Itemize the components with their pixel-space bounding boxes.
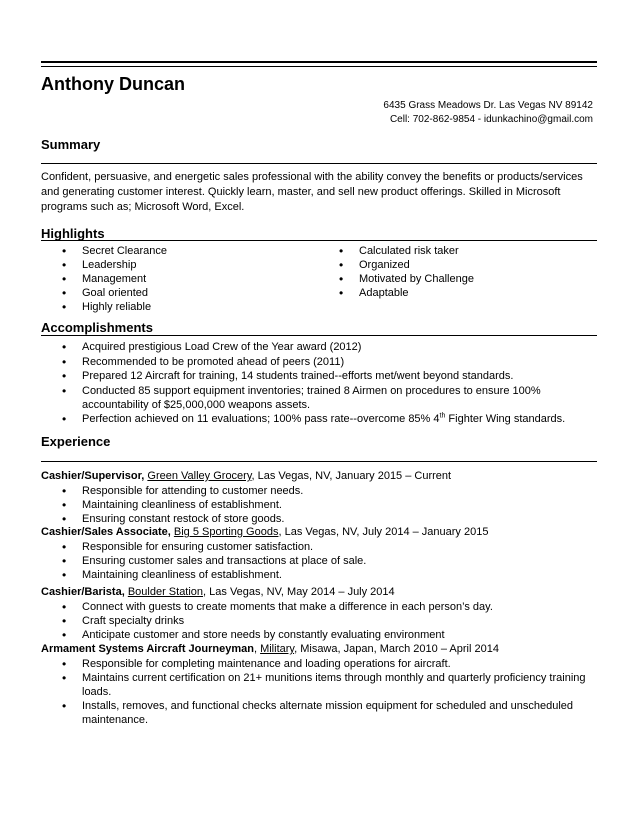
accomplishments-list-last xyxy=(56,412,596,427)
job-heading: Armament Systems Aircraft Journeyman, Military, Misawa, Japan, March 2010 – April 2014 xyxy=(41,643,499,655)
list-item: • Secret Clearance xyxy=(56,244,316,258)
highlights-rule xyxy=(41,240,597,241)
summary-line: programs such as; Microsoft Word, Excel. xyxy=(41,201,245,213)
list-item: • Goal oriented xyxy=(56,286,316,300)
list-item-text: Perfection achieved on 11 evaluations; 100% pass rate--overcome 85% 4 xyxy=(82,413,440,425)
list-item: • Ensuring customer sales and transactions at place of sale. xyxy=(56,554,596,568)
address-line: 6435 Grass Meadows Dr. Las Vegas NV 89142 xyxy=(383,100,593,111)
job-details: , Las Vegas, NV, January 2015 – Current xyxy=(251,470,452,482)
job-duties-cont xyxy=(56,699,596,713)
list-item: • Highly reliable xyxy=(56,300,316,314)
duty-continuation: maintenance. xyxy=(82,714,149,726)
contact-line: Cell: 702-862-9854 - idunkachino@gmail.com xyxy=(389,114,593,125)
summary-rule xyxy=(41,163,597,164)
list-item: • Craft specialty drinks xyxy=(56,614,596,628)
highlights-title: Highlights xyxy=(41,226,105,241)
accomplishments-rule xyxy=(41,335,597,336)
job-role: Armament Systems Aircraft Journeyman xyxy=(41,643,254,655)
job-duties xyxy=(56,600,596,642)
job-details: , Misawa, Japan, March 2010 – April 2014 xyxy=(294,643,499,655)
summary-line: and generating customer interest. Quickly learn, master, and sell new product offerings. Skilled in Microsoft xyxy=(41,186,561,198)
experience-title: Experience xyxy=(41,434,111,449)
job-duties xyxy=(56,484,596,526)
job-duties xyxy=(56,540,596,582)
list-item: • Responsible for completing maintenance and loading operations for aircraft. xyxy=(56,657,596,671)
list-item xyxy=(56,412,596,427)
candidate-name: Anthony Duncan xyxy=(41,74,185,94)
list-item: • Anticipate customer and store needs by constantly evaluating environment xyxy=(56,628,596,642)
list-item-text: Fighter Wing standards. xyxy=(445,413,566,425)
job-heading xyxy=(41,469,451,483)
experience-rule xyxy=(41,461,597,462)
list-item: • Organized xyxy=(333,258,593,272)
list-item: • Prepared 12 Aircraft for training, 14 students trained--efforts met/went beyond standards. xyxy=(56,369,596,384)
job-employer: Green Valley Grocery xyxy=(147,470,252,482)
summary-text xyxy=(41,170,597,215)
duty-continuation: loads. xyxy=(82,686,112,698)
highlights-left-list xyxy=(56,244,316,314)
list-item: • Adaptable xyxy=(333,286,593,300)
job-details: , Las Vegas, NV, July 2014 – January 2015 xyxy=(278,526,489,538)
list-item: • Ensuring constant restock of store goods. xyxy=(56,512,596,526)
summary-title: Summary xyxy=(41,137,101,152)
header-rule-thin xyxy=(41,66,597,67)
ordinal-suffix: th xyxy=(439,412,446,420)
list-item: • Leadership xyxy=(56,258,316,272)
list-item: • Maintaining cleanliness of establishment. xyxy=(56,498,596,512)
list-item: • Calculated risk taker xyxy=(333,244,593,258)
job-heading xyxy=(41,585,395,599)
highlights-right-list xyxy=(333,244,593,300)
accomplishment-continuation: accountability of $25,000,000 weapons assets. xyxy=(82,399,311,411)
job-details: , Las Vegas, NV, May 2014 – July 2014 xyxy=(203,586,395,598)
job-role: Cashier/Barista, xyxy=(41,586,125,598)
job-employer: Boulder Station xyxy=(127,586,204,598)
list-item: • Installs, removes, and functional checks alternate mission equipment for scheduled and unscheduled xyxy=(56,699,596,713)
list-item: • Management xyxy=(56,272,316,286)
accomplishments-title: Accomplishments xyxy=(41,320,153,335)
list-item: • Recommended to be promoted ahead of peers (2011) xyxy=(56,355,596,370)
list-item: • Responsible for ensuring customer satisfaction. xyxy=(56,540,596,554)
list-item: • Connect with guests to create moments that make a difference in each person’s day. xyxy=(56,600,596,614)
list-item: • Maintaining cleanliness of establishment. xyxy=(56,568,596,582)
job-role: Cashier/Supervisor, xyxy=(41,470,145,482)
list-item: • Conducted 85 support equipment inventories; trained 8 Airmen on procedures to ensure 100% xyxy=(56,384,596,399)
list-item: • Responsible for attending to customer needs. xyxy=(56,484,596,498)
job-heading xyxy=(41,525,488,539)
summary-line: Confident, persuasive, and energetic sales professional with the ability convey the benefits or products/services xyxy=(41,171,583,183)
job-duties xyxy=(56,657,596,685)
job-employer: Military xyxy=(260,643,295,655)
job-role: Cashier/Sales Associate, xyxy=(41,526,171,538)
list-item: • Acquired prestigious Load Crew of the Year award (2012) xyxy=(56,340,596,355)
accomplishments-list xyxy=(56,340,596,398)
job-employer: Big 5 Sporting Goods xyxy=(173,526,279,538)
list-item: • Motivated by Challenge xyxy=(333,272,593,286)
header-rule-thick xyxy=(41,61,597,63)
list-item: • Maintains current certification on 21+ munitions items through monthly and quarterly proficiency training xyxy=(56,671,596,685)
